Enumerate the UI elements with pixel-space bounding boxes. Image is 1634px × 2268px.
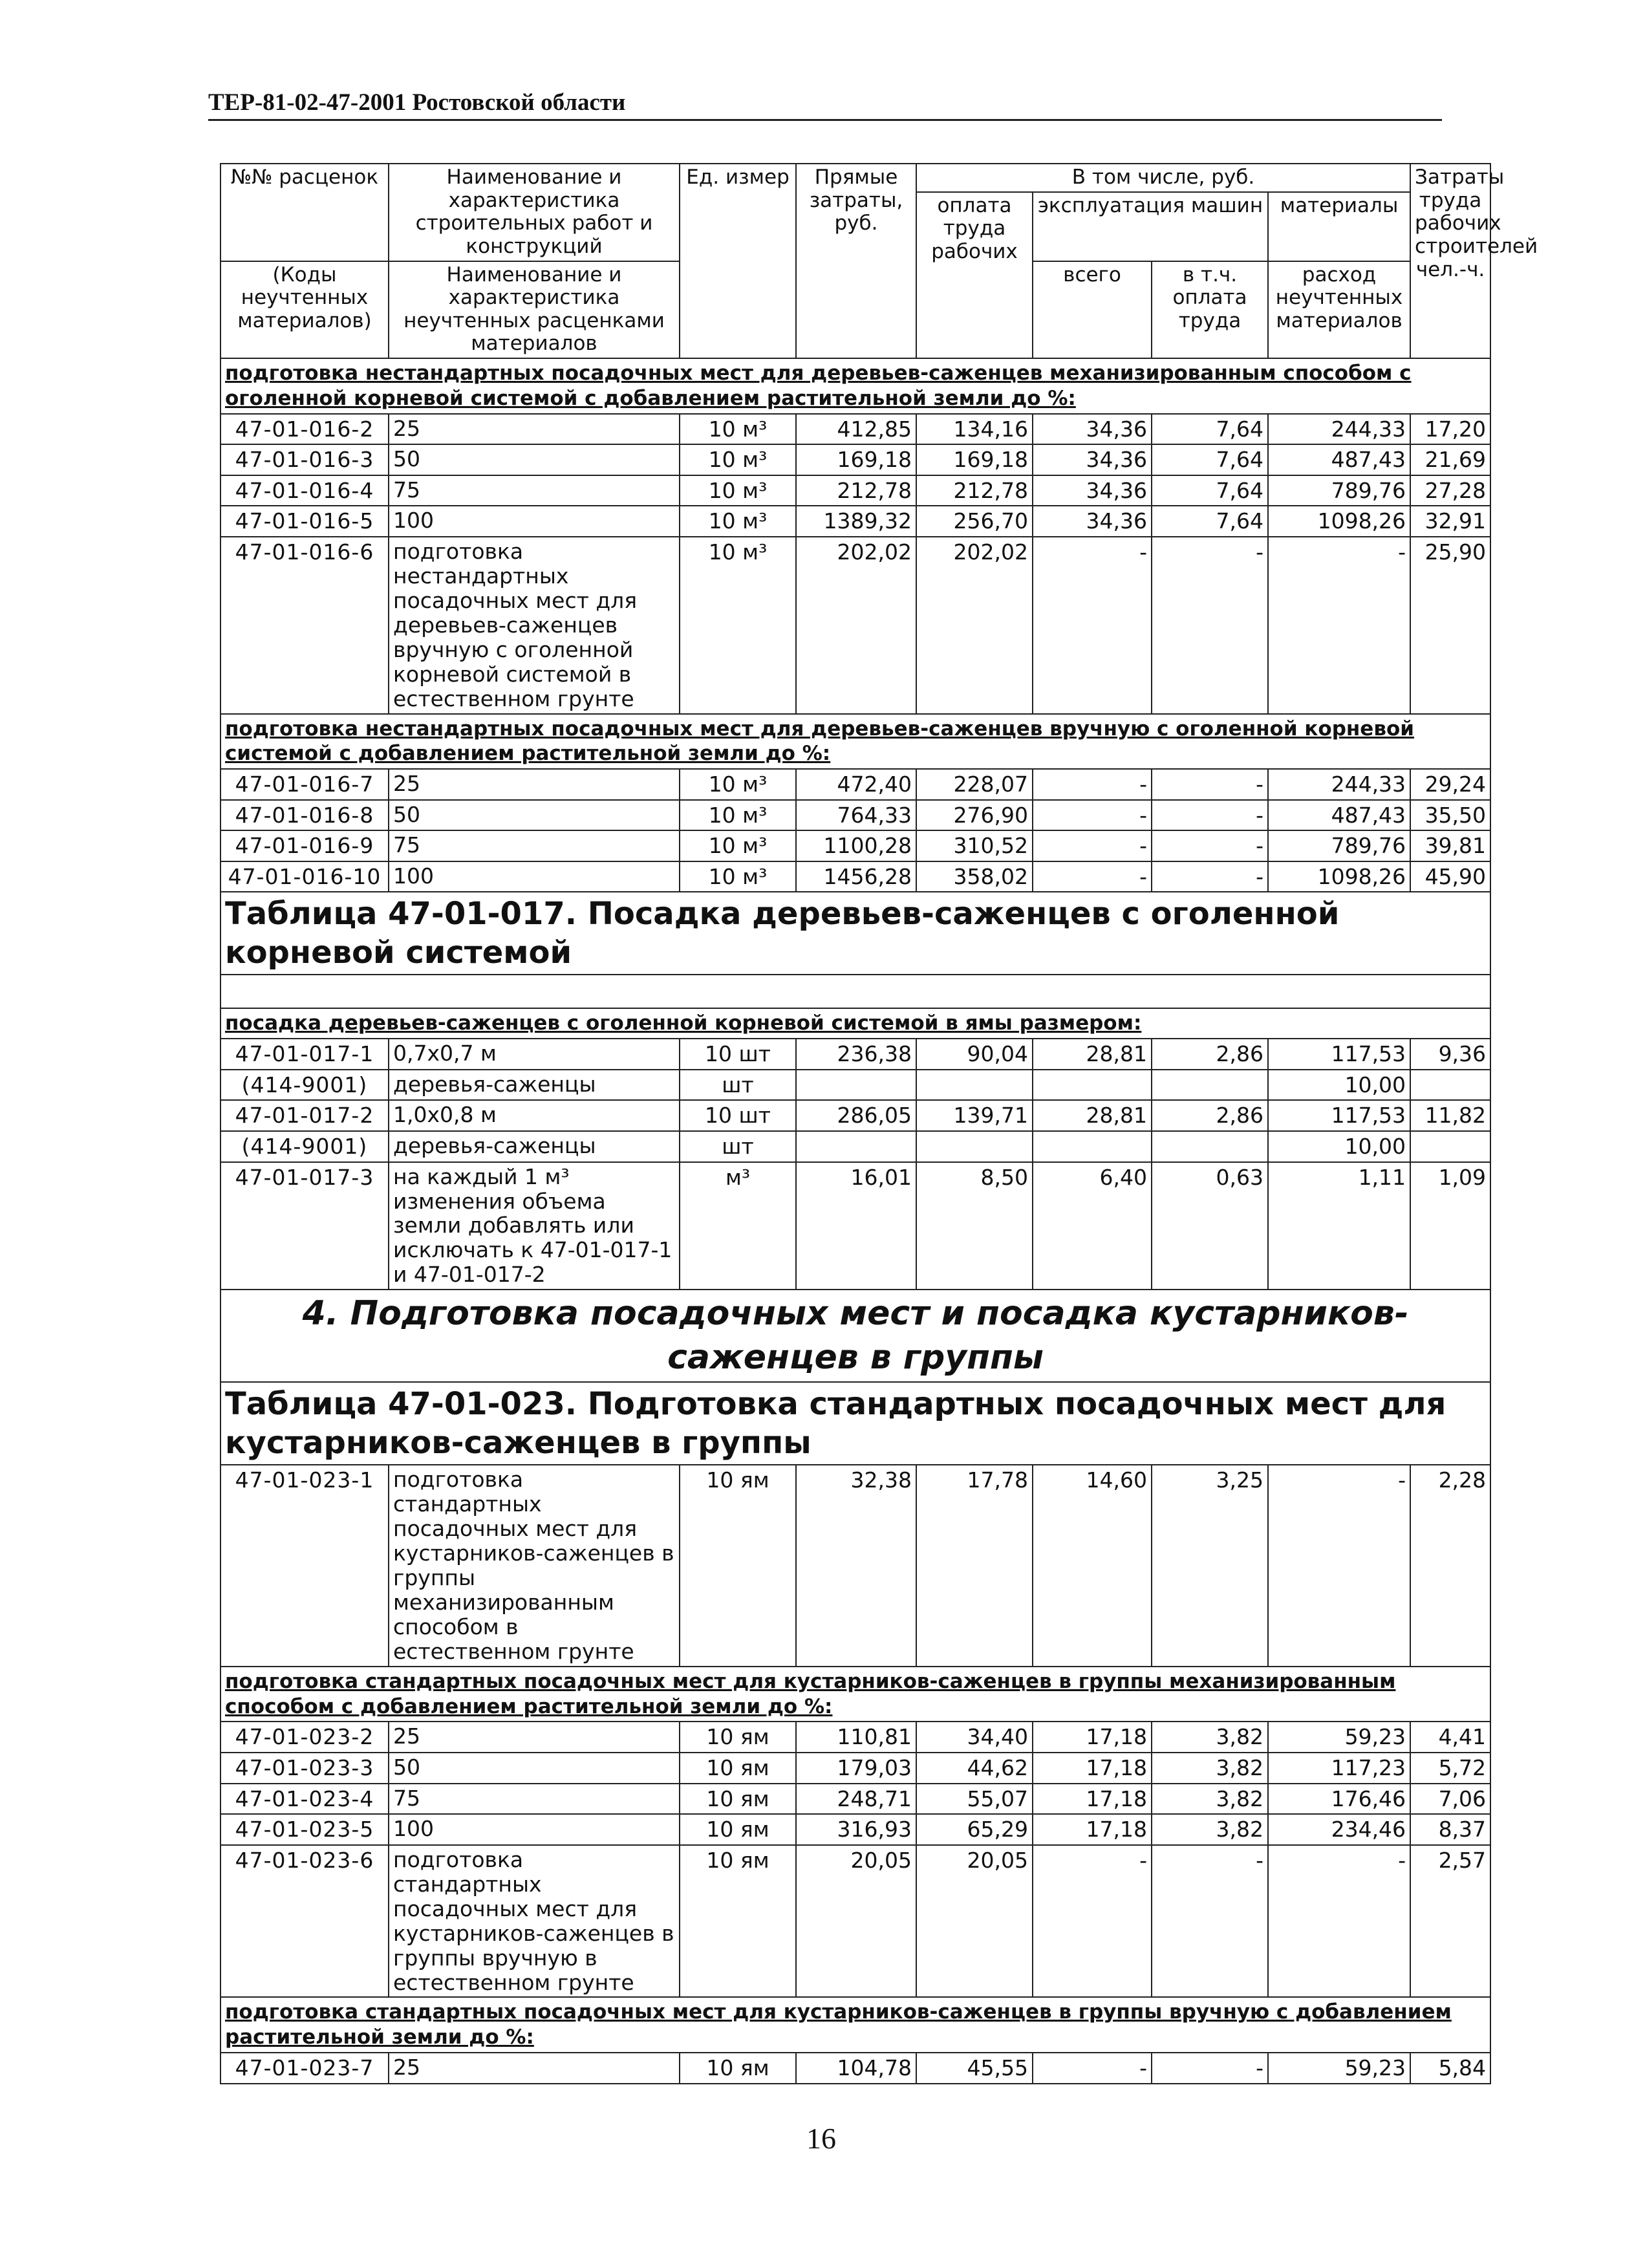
table-row [220,537,1490,714]
row-machines: 14,60 [1033,1465,1152,1667]
row-direct: 316,93 [796,1814,916,1845]
row-name: подготовка нестандартных посадочных мест для деревьев-саженцев вручную с оголенной корневой системой в естественном грунте [389,537,680,714]
row-unit: 10 м³ [680,769,796,800]
table-row [220,2053,1490,2084]
row-name: 50 [389,800,680,831]
row-code: 47-01-017-3 [220,1162,389,1290]
row-unit: 10 ям [680,1845,796,1998]
row-code: 47-01-017-2 [220,1100,389,1131]
row-name: 50 [389,444,680,475]
row-name: 75 [389,1784,680,1815]
row-labor: 17,78 [916,1465,1033,1667]
header-machines-labor: в т.ч. оплата труда [1152,261,1268,359]
row-code: 47-01-023-4 [220,1784,389,1815]
row-direct: 286,05 [796,1100,916,1131]
row-hours: 29,24 [1410,769,1490,800]
row-direct: 16,01 [796,1162,916,1290]
row-unit: 10 ям [680,1753,796,1784]
group-heading [220,358,1490,414]
row-direct: 20,05 [796,1845,916,1998]
table-row [220,1039,1490,1070]
row-machines: - [1033,537,1152,714]
table-row [220,1722,1490,1753]
row-machines-labor: - [1152,830,1268,861]
row-unit: 10 ям [680,1722,796,1753]
material-row [220,1131,1490,1162]
table-row [220,444,1490,475]
row-labor: 276,90 [916,800,1033,831]
row-labor: 169,18 [916,444,1033,475]
row-code: 47-01-016-9 [220,830,389,861]
row-machines: 34,36 [1033,475,1152,506]
row-direct: 110,81 [796,1722,916,1753]
row-machines-labor: 7,64 [1152,444,1268,475]
row-name: 75 [389,830,680,861]
header-machines: эксплуатация машин [1033,192,1268,261]
row-hours: 5,84 [1410,2053,1490,2084]
row-name: подготовка стандартных посадочных мест для кустарников-саженцев в группы вручную в естественном грунте [389,1845,680,1998]
row-materials: 244,33 [1268,414,1410,445]
row-machines-labor: 3,82 [1152,1784,1268,1815]
table-header [220,164,1538,358]
row-machines-labor: - [1152,537,1268,714]
row-hours: 25,90 [1410,537,1490,714]
row-machines: 34,36 [1033,444,1152,475]
header-unit: Ед. измер [680,164,796,358]
group-heading-text: подготовка стандартных посадочных мест для кустарников-саженцев в группы вручную с добавлением растительной земли до %: [225,2000,1452,2049]
group-heading [220,714,1490,770]
row-machines-labor: - [1152,861,1268,892]
row-code: 47-01-016-7 [220,769,389,800]
row-direct: 1389,32 [796,506,916,537]
row-labor: 212,78 [916,475,1033,506]
row-name: 25 [389,769,680,800]
row-materials: 244,33 [1268,769,1410,800]
row-machines: - [1033,2053,1152,2084]
header-including: В том числе, руб. [916,164,1410,192]
row-labor: 8,50 [916,1162,1033,1290]
row-materials: 1098,26 [1268,506,1410,537]
row-materials: 117,53 [1268,1039,1410,1070]
row-hours: 32,91 [1410,506,1490,537]
row-name: 75 [389,475,680,506]
row-unit: м³ [680,1162,796,1290]
row-code: 47-01-016-10 [220,861,389,892]
rates-table-container [220,163,1538,2084]
row-unit: 10 ям [680,1814,796,1845]
row-labor: 139,71 [916,1100,1033,1131]
document-header-text: ТЕР-81-02-47-2001 Ростовской области [208,89,626,116]
row-machines: - [1033,830,1152,861]
row-direct: 1456,28 [796,861,916,892]
group-heading-text: подготовка нестандартных посадочных мест для деревьев-саженцев механизированным способом с оголенной корневой системой с добавлением растительной земли до %: [225,362,1412,410]
table-row [220,506,1490,537]
row-materials: - [1268,1845,1410,1998]
row-labor: 228,07 [916,769,1033,800]
group-heading-text: подготовка нестандартных посадочных мест для деревьев-саженцев вручную с оголенной корневой системой с добавлением растительной земли до %: [225,717,1414,766]
table-title: Таблица 47-01-023. Подготовка стандартных посадочных мест для кустарников-саженцев в группы [220,1382,1490,1465]
row-direct: 202,02 [796,537,916,714]
row-direct: 32,38 [796,1465,916,1667]
row-machines-labor: 2,86 [1152,1039,1268,1070]
row-machines-labor: 3,82 [1152,1722,1268,1753]
header-name-bottom: Наименование и характеристика неучтенных расценками материалов [389,261,680,359]
row-hours: 1,09 [1410,1162,1490,1290]
material-name: деревья-саженцы [389,1131,680,1162]
row-labor: 55,07 [916,1784,1033,1815]
row-materials: 487,43 [1268,800,1410,831]
row-machines: 6,40 [1033,1162,1152,1290]
section-title: 4. Подготовка посадочных мест и посадка кустарников-саженцев в группы [220,1290,1490,1382]
row-machines-labor: - [1152,800,1268,831]
row-machines: 17,18 [1033,1722,1152,1753]
row-hours: 8,37 [1410,1814,1490,1845]
table-row [220,800,1490,831]
row-materials: 487,43 [1268,444,1410,475]
header-code-top: №№ расценок [220,164,389,261]
row-name: 1,0x0,8 м [389,1100,680,1131]
row-code: 47-01-016-2 [220,414,389,445]
row-hours: 7,06 [1410,1784,1490,1815]
group-heading [220,1997,1490,2053]
row-hours: 35,50 [1410,800,1490,831]
header-code-bottom: (Коды неучтенных материалов) [220,261,389,359]
header-materials-consumption: расход неучтенных материалов [1268,261,1410,359]
row-direct: 412,85 [796,414,916,445]
table-body [220,358,1490,2083]
row-code: 47-01-016-6 [220,537,389,714]
row-direct: 236,38 [796,1039,916,1070]
row-code: 47-01-016-3 [220,444,389,475]
row-name: подготовка стандартных посадочных мест для кустарников-саженцев в группы механизированным способом в естественном грунте [389,1465,680,1667]
document-header [208,89,1442,121]
row-name: 0,7x0,7 м [389,1039,680,1070]
group-heading-text: посадка деревьев-саженцев с оголенной корневой системой в ямы размером: [225,1011,1142,1035]
row-labor: 134,16 [916,414,1033,445]
row-machines-labor: 3,82 [1152,1814,1268,1845]
row-hours: 27,28 [1410,475,1490,506]
table-row [220,861,1490,892]
row-hours: 4,41 [1410,1722,1490,1753]
row-labor: 65,29 [916,1814,1033,1845]
row-name: 25 [389,2053,680,2084]
row-code: 47-01-023-6 [220,1845,389,1998]
row-machines: 17,18 [1033,1784,1152,1815]
table-row [220,1845,1490,1998]
row-name: 100 [389,861,680,892]
row-materials: 789,76 [1268,830,1410,861]
group-heading [220,1008,1490,1039]
row-machines-labor: 3,25 [1152,1465,1268,1667]
row-hours: 5,72 [1410,1753,1490,1784]
row-unit: 10 м³ [680,800,796,831]
table-row [220,1784,1490,1815]
row-machines: - [1033,769,1152,800]
row-materials: 234,46 [1268,1814,1410,1845]
row-machines-labor: - [1152,1845,1268,1998]
row-direct: 179,03 [796,1753,916,1784]
row-materials: 1098,26 [1268,861,1410,892]
row-code: 47-01-016-5 [220,506,389,537]
row-machines: 28,81 [1033,1039,1152,1070]
row-direct: 169,18 [796,444,916,475]
row-direct: 472,40 [796,769,916,800]
row-labor: 90,04 [916,1039,1033,1070]
row-name: 25 [389,1722,680,1753]
table-row [220,1162,1490,1290]
row-labor: 310,52 [916,830,1033,861]
row-machines: 34,36 [1033,414,1152,445]
header-labor-cost: Затраты труда рабочих строителей чел.-ч. [1410,164,1490,358]
row-code: 47-01-023-1 [220,1465,389,1667]
row-labor: 20,05 [916,1845,1033,1998]
row-hours: 9,36 [1410,1039,1490,1070]
row-materials: - [1268,1465,1410,1667]
row-materials: 1,11 [1268,1162,1410,1290]
group-heading [220,1667,1490,1722]
row-name: 50 [389,1753,680,1784]
row-direct: 248,71 [796,1784,916,1815]
material-name: деревья-саженцы [389,1070,680,1101]
table-title: Таблица 47-01-017. Посадка деревьев-саженцев с оголенной корневой системой [220,892,1490,975]
row-hours: 21,69 [1410,444,1490,475]
row-labor: 44,62 [916,1753,1033,1784]
table-row [220,830,1490,861]
row-code: 47-01-023-7 [220,2053,389,2084]
row-hours: 11,82 [1410,1100,1490,1131]
material-row [220,1070,1490,1101]
row-unit: 10 ям [680,1465,796,1667]
row-machines-labor: - [1152,2053,1268,2084]
row-direct: 1100,28 [796,830,916,861]
row-materials: 117,53 [1268,1100,1410,1131]
row-unit: 10 ям [680,2053,796,2084]
row-machines: 17,18 [1033,1814,1152,1845]
rates-table [220,163,1538,2084]
material-consumption: 10,00 [1268,1070,1410,1101]
row-hours: 45,90 [1410,861,1490,892]
page-number: 16 [806,2122,836,2155]
row-unit: 10 шт [680,1100,796,1131]
row-machines: - [1033,861,1152,892]
table-spacer [220,975,1490,1008]
row-machines-labor: 0,63 [1152,1162,1268,1290]
material-code: (414-9001) [220,1131,389,1162]
row-code: 47-01-023-3 [220,1753,389,1784]
row-machines: 17,18 [1033,1753,1152,1784]
row-unit: 10 м³ [680,861,796,892]
row-code: 47-01-023-2 [220,1722,389,1753]
row-hours: 39,81 [1410,830,1490,861]
row-materials: 59,23 [1268,1722,1410,1753]
row-hours: 2,57 [1410,1845,1490,1998]
row-name: 25 [389,414,680,445]
row-direct: 764,33 [796,800,916,831]
row-unit: 10 м³ [680,506,796,537]
row-machines: 28,81 [1033,1100,1152,1131]
header-materials: материалы [1268,192,1410,261]
row-labor: 202,02 [916,537,1033,714]
material-unit: шт [680,1070,796,1101]
row-direct: 212,78 [796,475,916,506]
row-unit: 10 м³ [680,444,796,475]
row-unit: 10 м³ [680,414,796,445]
table-row [220,475,1490,506]
row-unit: 10 ям [680,1784,796,1815]
row-hours: 17,20 [1410,414,1490,445]
row-materials: 59,23 [1268,2053,1410,2084]
row-name: 100 [389,506,680,537]
row-labor: 256,70 [916,506,1033,537]
table-row [220,1100,1490,1131]
row-unit: 10 м³ [680,475,796,506]
row-machines: - [1033,800,1152,831]
row-machines: - [1033,1845,1152,1998]
header-name-top: Наименование и характеристика строительных работ и конструкций [389,164,680,261]
table-row [220,1465,1490,1667]
row-machines-labor: 7,64 [1152,475,1268,506]
material-unit: шт [680,1131,796,1162]
row-unit: 10 шт [680,1039,796,1070]
table-row [220,414,1490,445]
header-direct-costs: Прямые затраты, руб. [796,164,916,358]
row-machines-labor: 7,64 [1152,414,1268,445]
row-labor: 45,55 [916,2053,1033,2084]
row-code: 47-01-017-1 [220,1039,389,1070]
row-direct: 104,78 [796,2053,916,2084]
row-machines-labor: 7,64 [1152,506,1268,537]
table-row [220,769,1490,800]
row-machines-labor: - [1152,769,1268,800]
row-code: 47-01-016-8 [220,800,389,831]
material-code: (414-9001) [220,1070,389,1101]
row-machines-labor: 3,82 [1152,1753,1268,1784]
row-hours: 2,28 [1410,1465,1490,1667]
row-labor: 34,40 [916,1722,1033,1753]
row-labor: 358,02 [916,861,1033,892]
row-materials: - [1268,537,1410,714]
row-code: 47-01-023-5 [220,1814,389,1845]
row-materials: 789,76 [1268,475,1410,506]
row-unit: 10 м³ [680,537,796,714]
row-materials: 176,46 [1268,1784,1410,1815]
row-code: 47-01-016-4 [220,475,389,506]
row-machines-labor: 2,86 [1152,1100,1268,1131]
row-machines: 34,36 [1033,506,1152,537]
header-machines-total: всего [1033,261,1152,359]
row-materials: 117,23 [1268,1753,1410,1784]
table-row [220,1814,1490,1845]
row-name: на каждый 1 м³ изменения объема земли добавлять или исключать к 47-01-017-1 и 47-01-017-2 [389,1162,680,1290]
material-consumption: 10,00 [1268,1131,1410,1162]
group-heading-text: подготовка стандартных посадочных мест для кустарников-саженцев в группы механизированным способом с добавлением растительной земли до %: [225,1669,1396,1718]
table-row [220,1753,1490,1784]
row-unit: 10 м³ [680,830,796,861]
row-name: 100 [389,1814,680,1845]
header-labor-pay: оплата труда рабочих [916,192,1033,358]
